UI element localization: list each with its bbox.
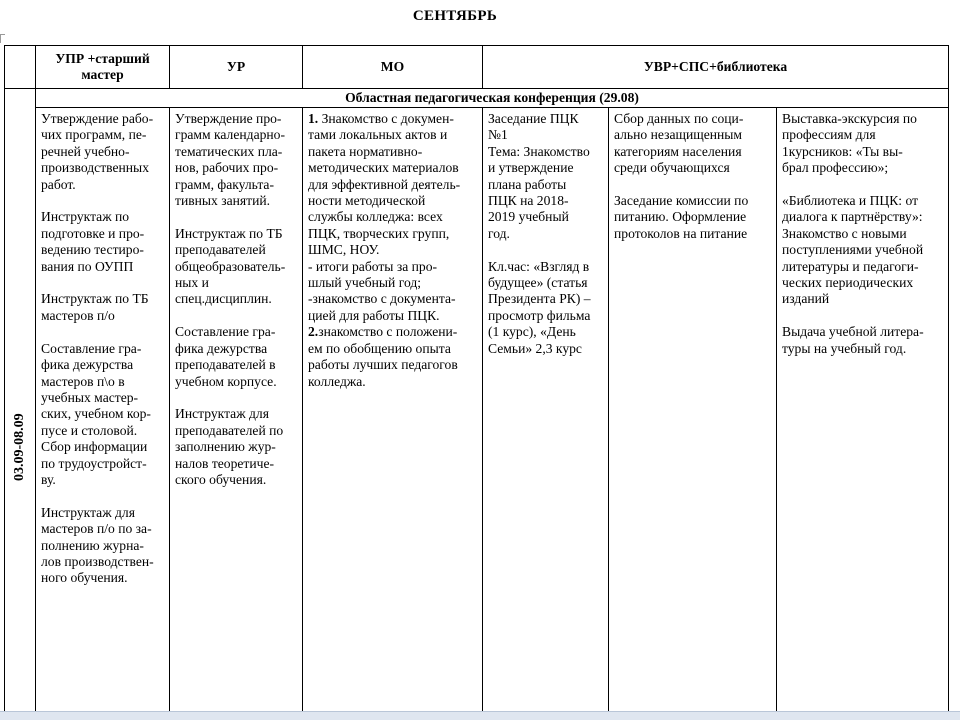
conference-title: Областная педагогическая конференция (29.08) xyxy=(36,89,949,108)
header-upr: УПР +старший мастер xyxy=(36,46,170,89)
mo-item-2: знакомство с положени- ем по обобщению опыта работы лучших педагогов колледжа. xyxy=(308,324,458,389)
mo-cell xyxy=(303,108,483,718)
header-ur: УР xyxy=(170,46,303,89)
sps-text: Сбор данных по соци- ально незащищенным категориям населения среди обучающихся Заседание комиссии по питанию. Оформление протоколов на питание xyxy=(614,111,749,241)
header-uvr: УВР+СПС+библиотека xyxy=(483,46,949,89)
conference-row xyxy=(5,89,949,108)
content-row xyxy=(5,108,949,718)
sps-cell xyxy=(609,108,777,718)
mo-text xyxy=(303,108,482,394)
upr-text: Утверждение рабо- чих программ, пе- речней учебно- производственных работ. Инструктаж по подготовке и про- ведению тестиро- вания по ОУПП Инструктаж по ТБ мастеров п/о Составление гра- фика дежурства мастеров п\о в учебных мастер- ских, учебном кор- пусе и столовой. Сбор информации по трудоустройст- ву. Инструктаж для мастеров п/о по за- полнению журна- лов производствен- ного обучения. xyxy=(41,111,154,586)
date-cell xyxy=(5,89,36,718)
pck-text: Заседание ПЦК №1 Тема: Знакомство и утверждение плана работы ПЦК на 2018- 2019 учебный год. Кл.час: «Взгляд в будущее» (статья Президента РК) – просмотр фильма (1 курс), «День Семьи» 2,3 курс xyxy=(488,111,591,356)
mo-item-1-number: 1. xyxy=(308,111,319,126)
header-row xyxy=(5,46,949,89)
corner-cell xyxy=(5,46,36,89)
library-cell xyxy=(777,108,949,718)
table-move-handle[interactable] xyxy=(0,34,5,43)
bottom-scrollbar[interactable] xyxy=(0,711,960,720)
date-range: 03.09-08.09 xyxy=(11,413,27,482)
upr-cell xyxy=(36,108,170,718)
library-text: Выставка-экскурсия по профессиям для 1курсников: «Ты вы- брал профессию»; «Библиотека и ПЦК: от диалога к партнёрству»: Знакомство с новыми поступлениями учебной литературы и педагоги- ческих периодических изданий Выдача учебной литера- туры на учебный год. xyxy=(782,111,924,356)
ur-cell xyxy=(170,108,303,718)
ur-text: Утверждение про- грамм календарно- тематических пла- нов, рабочих про- грамм, факульта- тивных занятий. Инструктаж по ТБ преподавателей общеобразователь- ных и спец.дисциплин. Составление гра- фика дежурства преподавателей в учебном корпусе. Инструктаж для преподавателей по заполнению жур- налов теоретиче- ского обучения. xyxy=(175,111,286,487)
mo-item-1: Знакомство с докумен- тами локальных актов и пакета нормативно- методических материалов для эффективной деятель- ности методической службы колледжа: всех ПЦК, творческих групп, ШМС, НОУ. - итоги работы за про- шлый учебный год; -знакомство с документа- цией для работы ПЦК. xyxy=(308,111,461,323)
header-mo: МО xyxy=(303,46,483,89)
schedule-table xyxy=(4,45,949,718)
mo-item-2-number: 2. xyxy=(308,324,319,340)
page-title: СЕНТЯБРЬ xyxy=(412,8,498,24)
pck-cell xyxy=(483,108,609,718)
